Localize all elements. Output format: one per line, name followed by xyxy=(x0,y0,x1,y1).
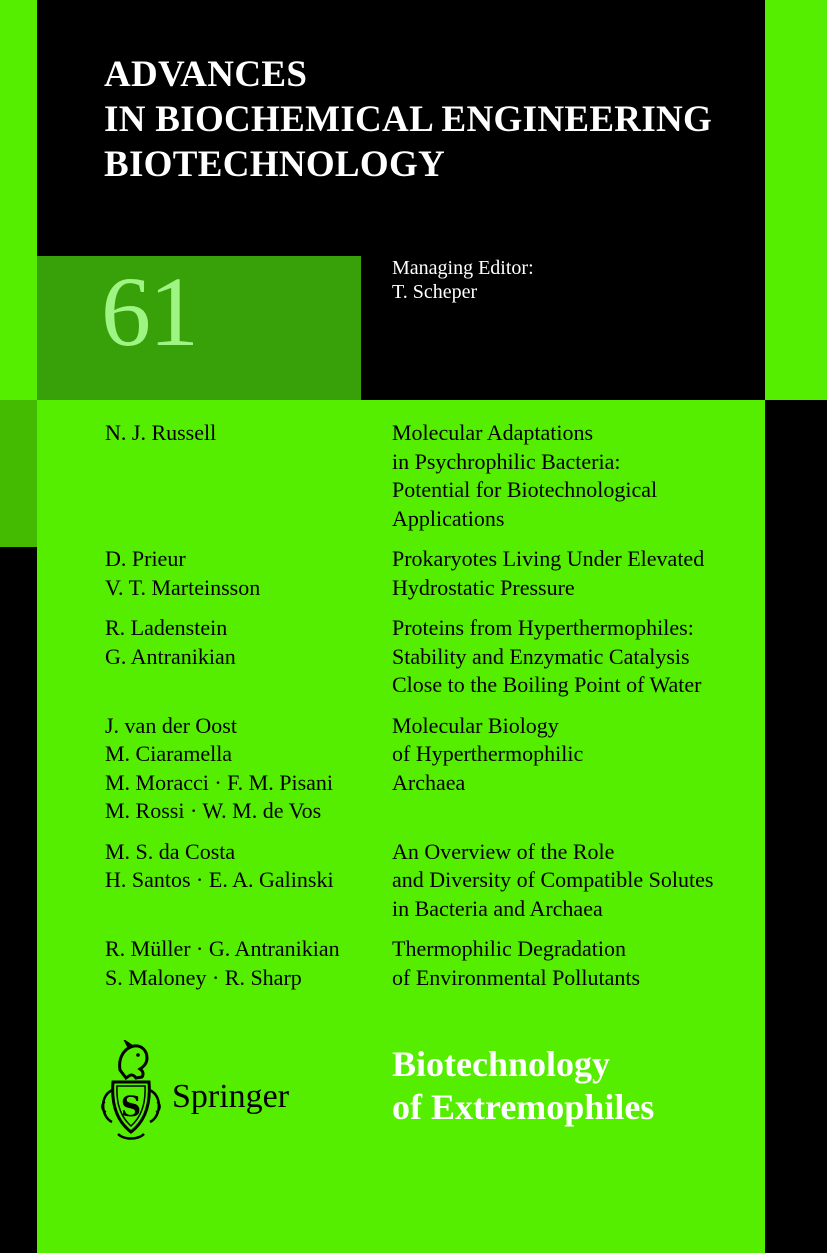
title-line: Hydrostatic Pressure xyxy=(392,574,575,600)
title-line: in Bacteria and Archaea xyxy=(392,895,603,921)
title-line: in Psychrophilic Bacteria: xyxy=(392,448,621,474)
author-line: G. Antranikian xyxy=(105,643,236,669)
managing-editor xyxy=(392,256,534,304)
publisher xyxy=(96,1040,289,1142)
author-line: M. Ciaramella xyxy=(105,741,233,766)
volume-title xyxy=(392,1043,654,1129)
publisher-name: Springer xyxy=(172,1078,290,1115)
contents-entry xyxy=(105,838,765,924)
author-line: N. J. Russell xyxy=(105,420,217,445)
left-strip-mid xyxy=(0,400,37,547)
entry-title xyxy=(392,419,765,533)
entry-title xyxy=(392,838,765,924)
entry-title xyxy=(392,545,765,602)
author-line: S. Maloney · R. Sharp xyxy=(105,964,302,990)
title-line: Applications xyxy=(392,505,505,531)
title-line: Proteins from Hyperthermophiles: xyxy=(392,615,694,640)
entry-authors xyxy=(105,838,392,924)
green-right-top-panel xyxy=(765,0,827,400)
volume-number-box xyxy=(37,256,361,400)
author-line: M. Moracci · F. M. Pisani xyxy=(105,769,334,795)
title-line: Archaea xyxy=(392,769,466,795)
title-line: Molecular Adaptations xyxy=(392,420,594,445)
series-title-line: BIOTECHNOLOGY xyxy=(104,144,446,185)
right-strip-bottom xyxy=(765,400,827,1253)
entry-authors xyxy=(105,614,392,700)
contents-entry xyxy=(105,545,765,602)
entry-authors xyxy=(105,545,392,602)
managing-editor-name: T. Scheper xyxy=(392,281,478,303)
title-line: of Hyperthermophilic xyxy=(392,741,584,766)
title-line: Molecular Biology xyxy=(392,712,559,738)
author-line: V. T. Marteinsson xyxy=(105,574,261,600)
title-line: An Overview of the Role xyxy=(392,838,615,864)
volume-number: 61 xyxy=(101,256,197,367)
author-line: R. Ladenstein xyxy=(105,615,228,640)
contents-entry xyxy=(105,712,765,826)
author-line: M. Rossi · W. M. de Vos xyxy=(105,798,322,823)
title-line: of Environmental Pollutants xyxy=(392,964,641,990)
entry-authors xyxy=(105,935,392,992)
title-line: Thermophilic Degradation xyxy=(392,936,626,961)
entry-title xyxy=(392,614,765,700)
title-line: Prokaryotes Living Under Elevated xyxy=(392,546,705,571)
left-strip-bottom xyxy=(0,547,37,1253)
author-line: J. van der Oost xyxy=(105,712,237,738)
volume-title-line: of Extremophiles xyxy=(392,1087,655,1127)
entry-title xyxy=(392,935,765,992)
author-line: H. Santos · E. A. Galinski xyxy=(105,867,334,892)
entry-authors xyxy=(105,712,392,826)
series-title-line: IN BIOCHEMICAL ENGINEERING xyxy=(104,99,713,140)
springer-knight-logo-icon xyxy=(96,1040,166,1142)
green-left-top-panel xyxy=(0,0,37,400)
title-line: Potential for Biotechnological xyxy=(392,477,658,502)
series-title xyxy=(104,52,712,187)
entry-title xyxy=(392,712,765,826)
title-line: Stability and Enzymatic Catalysis xyxy=(392,643,690,669)
entry-authors xyxy=(105,419,392,533)
contents-entry xyxy=(105,614,765,700)
contents-entry xyxy=(105,935,765,992)
svg-text:S: S xyxy=(120,1090,142,1123)
volume-title-line: Biotechnology xyxy=(392,1044,611,1084)
contents-entry xyxy=(105,419,765,533)
author-line: D. Prieur xyxy=(105,546,186,571)
title-line: Close to the Boiling Point of Water xyxy=(392,672,702,697)
contents-list xyxy=(105,419,765,1004)
managing-editor-label: Managing Editor: xyxy=(392,257,534,279)
title-line: and Diversity of Compatible Solutes xyxy=(392,867,714,892)
author-line: M. S. da Costa xyxy=(105,838,236,864)
series-title-line: ADVANCES xyxy=(104,54,308,95)
author-line: R. Müller · G. Antranikian xyxy=(105,936,340,961)
